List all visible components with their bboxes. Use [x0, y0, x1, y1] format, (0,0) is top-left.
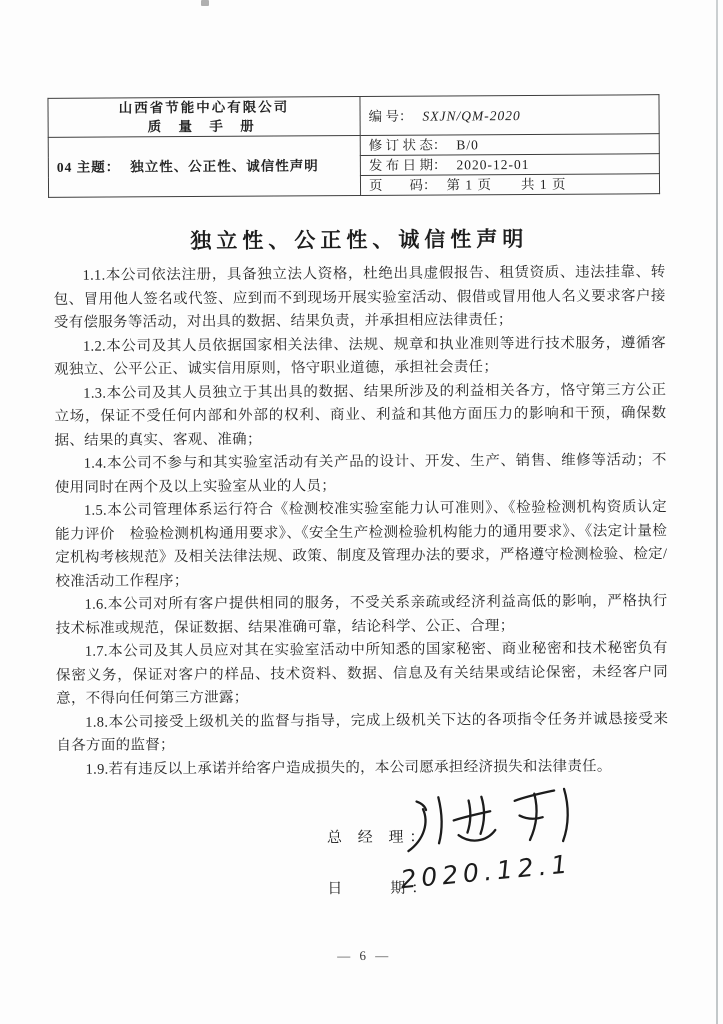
- page-code-cell: [360, 174, 659, 196]
- company-title-cell: [48, 97, 360, 138]
- signature-date-handwriting: 2020.12.1: [399, 849, 574, 895]
- declaration-paragraph: 1.9.若有违反以上承诺并给客户造成损失的，本公司愿承担经济损失和法律责任。: [85, 757, 612, 778]
- revision-label: 修 订 状 态：: [368, 137, 447, 153]
- declaration-paragraph: 1.8.本公司接受上级机关的监督与指导，完成上级机关下达的各项指令任务并诚恳接受来自各方面的监督；: [56, 710, 669, 754]
- scan-smudge: [201, 0, 209, 6]
- page-code-label: 页 码：: [368, 177, 437, 193]
- doc-number-label: 编 号：: [368, 108, 413, 124]
- declaration-section: [53, 222, 668, 782]
- signature-date-label: 日 期：: [327, 880, 433, 898]
- header-table: [47, 94, 660, 198]
- manual-title: 质 量 手 册: [147, 118, 261, 135]
- declaration-title: 独立性、公正性、诚信性声明: [190, 226, 529, 254]
- issue-date-label: 发 布 日 期：: [368, 157, 447, 173]
- subject-title: 独立性、公正性、诚信性声明: [130, 158, 319, 175]
- general-manager-label: 总 经 理：: [326, 829, 431, 847]
- declaration-paragraph: 1.4.本公司不参与和其实验室活动有关产品的设计、开发、生产、销售、维修等活动；不使用同时在两个及以上实验室从业的人员；: [54, 452, 667, 496]
- declaration-paragraph: 1.3.本公司及其人员独立于其出具的数据、结果所涉及的利益相关各方，恪守第三方公正立场，保证不受任何内部和外部的权利、商业、利益和其他方面压力的影响和干预，确保数据、结果的真实、客观、准确；: [54, 381, 667, 449]
- company-name: 山西省节能中心有限公司: [118, 99, 290, 116]
- scan-edge-line: [716, 0, 718, 1024]
- footer-page-number: — 6 —: [337, 947, 392, 964]
- subject-cell: [48, 136, 360, 198]
- declaration-paragraph: 1.2.本公司及其人员依据国家相关法律、法规、规章和执业准则等进行技术服务，遵循客观独立、公平公正、诚实信用原则，恪守职业道德，承担社会责任；: [54, 334, 667, 378]
- doc-number-cell: [360, 95, 659, 136]
- declaration-paragraph: 1.1.本公司依法注册，具备独立法人资格，杜绝出具虚假报告、租赁资质、违法挂靠、转包、冒用他人签名或代签、应到而不到现场开展实验室活动、假借或冒用他人名义要求客户接受有偿服务等活动，对出具的数据、结果负责，并承担相应法律责任；: [53, 264, 666, 331]
- subject-label: 04 主题：: [56, 159, 121, 175]
- declaration-body: [53, 261, 668, 782]
- issue-date-cell: [360, 154, 659, 176]
- issue-date-value: 2020-12-01: [456, 156, 530, 173]
- declaration-paragraph: 1.7.本公司及其人员应对其在实验室活动中所知悉的国家秘密、商业秘密和技术秘密负有保密义务，保证对客户的样品、技术资料、数据、信息及有关结果或结论保密，未经客户同意，不得向任何第三方泄露；: [55, 640, 669, 707]
- declaration-paragraph: 1.5.本公司管理体系运行符合《检测校准实验室能力认可准则》、《检验检测机构资质认定能力评价 检验检测机构通用要求》、《安全生产检测检验机构能力的通用要求》、《法定计量检定机构考核规范》及相关法律法规、政策、制度及管理办法的要求，严格遵守检测检验、检定/校准活动工作程序；: [55, 499, 668, 590]
- page-code-value: 第 1 页 共 1 页: [446, 176, 567, 193]
- declaration-paragraph: 1.6.本公司对所有客户提供相同的服务，不受关系亲疏或经济利益高低的影响，严格执行技术标准或规范，保证数据、结果准确可靠，结论科学、公正、合理；: [55, 593, 668, 637]
- doc-number-value: SXJN/QM-2020: [422, 107, 521, 124]
- revision-status-cell: [360, 134, 659, 156]
- revision-value: B/0: [456, 137, 479, 153]
